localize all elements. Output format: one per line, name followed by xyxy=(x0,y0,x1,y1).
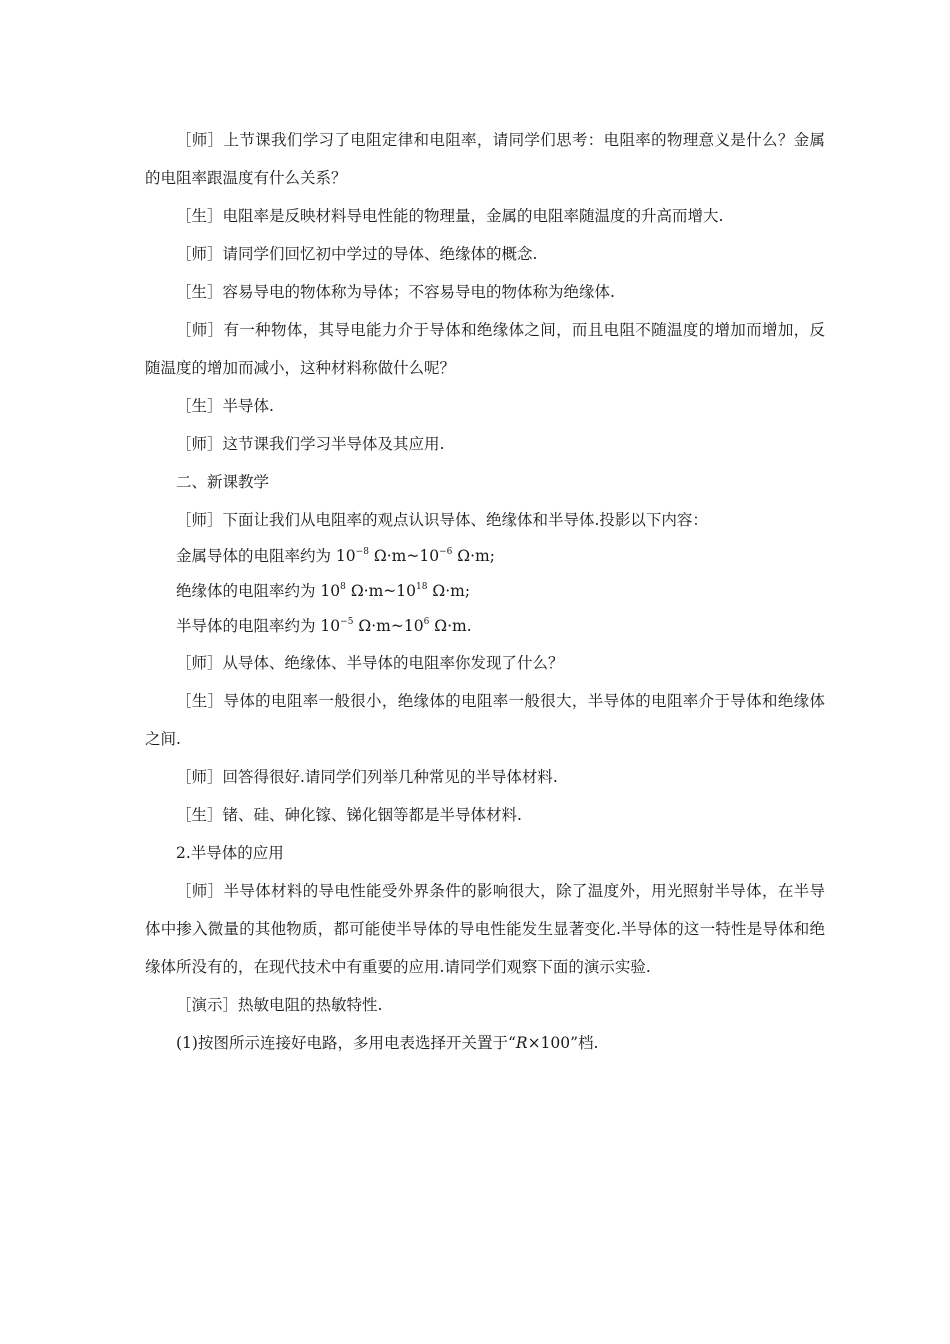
paragraph-demo-thermistor: ［演示］热敏电阻的热敏特性. xyxy=(176,996,383,1014)
paragraph-student-answer: ［生］电阻率是反映材料导电性能的物理量，金属的电阻率随温度的升高而增大. xyxy=(176,207,724,225)
paragraph-teacher-applications: ［师］半导体材料的导电性能受外界条件的影响很大，除了温度外，用光照射半导体，在半导体中掺入微量的其他物质，都可能使半导体的导电性能发生显著变化.半导体的这一特性是导体和绝缘体所没有的，在现代技术中有重要的应用.请同学们观察下面的演示实验. xyxy=(145,882,825,976)
section-heading-new-lesson: 二、新课教学 xyxy=(176,473,270,491)
section-heading-applications: 2.半导体的应用 xyxy=(176,844,284,862)
paragraph-teacher-list-materials: ［师］回答得很好.请同学们列举几种常见的半导体材料. xyxy=(176,768,558,786)
paragraph-teacher-semiconductor-question: ［师］有一种物体，其导电能力介于导体和绝缘体之间，而且电阻不随温度的增加而增加，反随温度的增加而减小，这种材料称做什么呢？ xyxy=(145,321,825,377)
paragraph-student-materials: ［生］锗、硅、砷化镓、锑化铟等都是半导体材料. xyxy=(176,806,522,824)
resistivity-insulator: 绝缘体的电阻率约为 $10^8$ $\Omega\cdot m\sim 10^{18}$ Ω·m; xyxy=(176,581,471,600)
lesson-text xyxy=(145,121,825,1062)
paragraph-student-definition: ［生］容易导电的物体称为导体；不容易导电的物体称为绝缘体. xyxy=(176,283,615,301)
paragraph-teacher-projection: ［师］下面让我们从电阻率的观点认识导体、绝缘体和半导体.投影以下内容： xyxy=(176,511,708,529)
paragraph-teacher-question: ［师］上节课我们学习了电阻定律和电阻率，请同学们思考：电阻率的物理意义是什么？金属的电阻率跟温度有什么关系？ xyxy=(145,131,825,187)
paragraph-step-one: (1)按图所示连接好电路，多用电表选择开关置于“R×100”档. xyxy=(176,1034,599,1052)
paragraph-teacher-recall: ［师］请同学们回忆初中学过的导体、绝缘体的概念. xyxy=(176,245,538,263)
paragraph-teacher-topic: ［师］这节课我们学习半导体及其应用. xyxy=(176,435,445,453)
paragraph-student-semiconductor: ［生］半导体. xyxy=(176,397,274,415)
paragraph-student-comparison: ［生］导体的电阻率一般很小，绝缘体的电阻率一般很大，半导体的电阻率介于导体和绝缘体之间. xyxy=(145,692,825,748)
resistivity-semiconductor: 半导体的电阻率约为 $10^{-5}$ $\Omega\cdot m\sim 10^6$ Ω·m. xyxy=(176,616,472,635)
resistivity-metal: 金属导体的电阻率约为 $10^{-8}$ $\Omega\cdot m\sim 10^{-6}$ Ω·m; xyxy=(176,546,495,565)
paragraph-teacher-discovery: ［师］从导体、绝缘体、半导体的电阻率你发现了什么？ xyxy=(176,654,564,672)
